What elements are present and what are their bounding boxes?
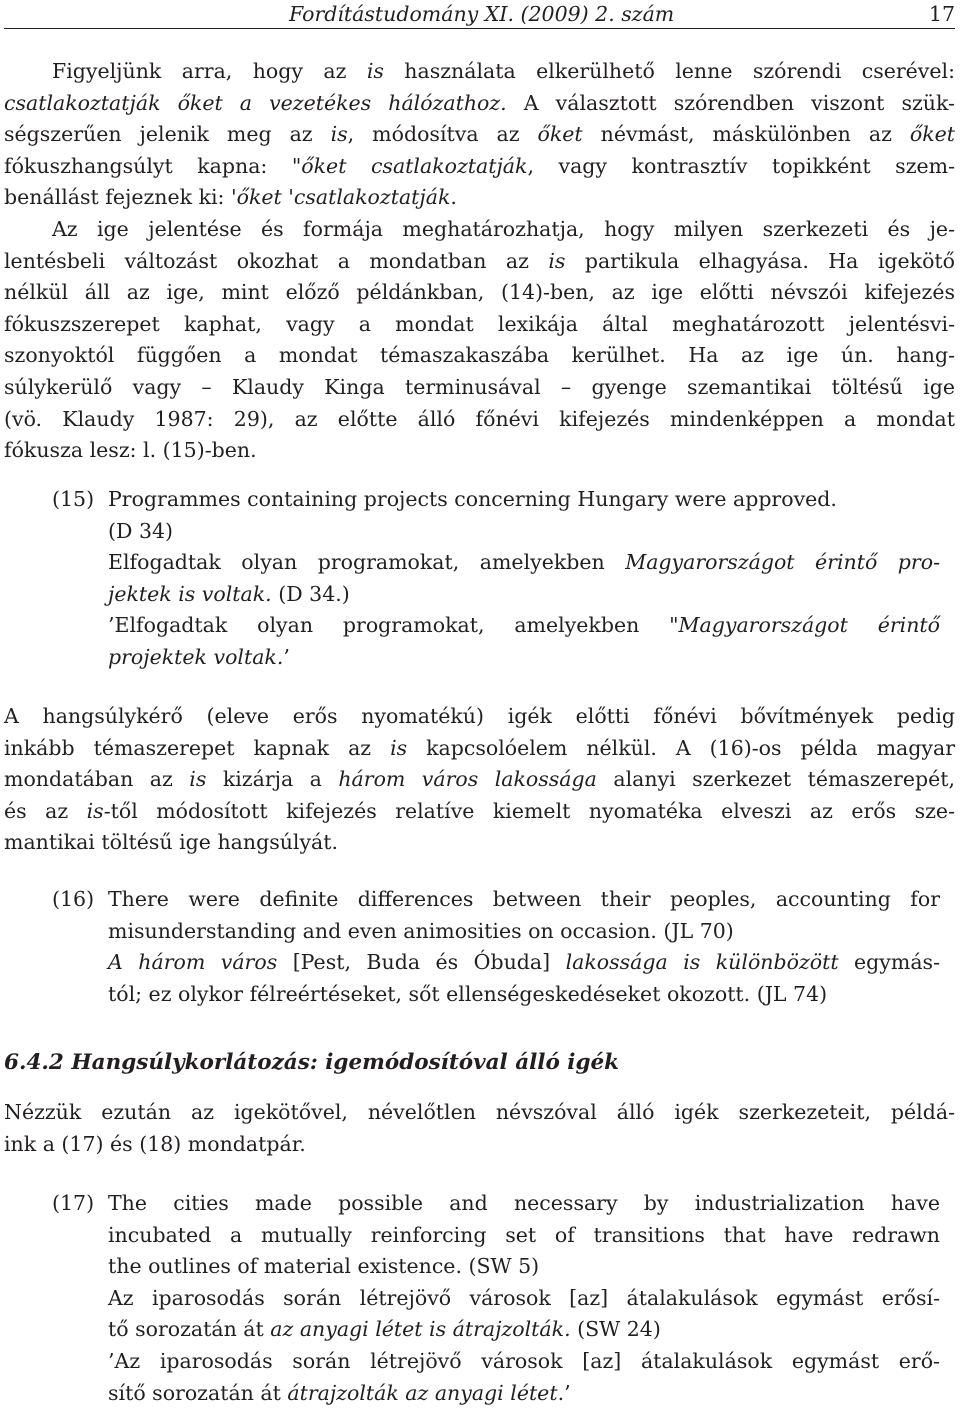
text-line: fókuszhangsúlyt kapna: "őket csatlakoztatják, vagy kontrasztív topikként szem- [4,153,955,178]
text-line: Figyeljünk arra, hogy az is használata elkerülhető lenne szórendi cserével: [52,59,955,83]
text-line: ségszerűen jelenik meg az is, módosítva az őket névmást, máskülönben az őket [4,122,955,147]
text-line: mantikai töltésű ige hangsúlyát. [4,830,339,855]
example-number: (17) [52,1191,95,1215]
example-number: (16) [52,887,95,911]
text-line: Programmes containing projects concerning Hungary were approved. [108,487,837,511]
text-line: szonyoktól függően a mondat témaszakaszába kerülhet. Ha az ige ún. hang- [4,343,955,368]
text-line: misunderstanding and even animosities on occasion. (JL 70) [108,918,734,943]
text-line: csatlakoztatják őket a vezetékes hálózathoz. A választott szórendben viszont szük- [4,90,955,115]
text-line: the outlines of material existence. (SW 5) [108,1254,540,1279]
example-body [108,1188,940,1409]
text-line: Az iparosodás során létrejövő városok [az] átalakulások egymást erősí- [108,1285,940,1310]
text-line: Az ige jelentése és formája meghatározhatja, hogy milyen szerkezeti és je- [52,217,955,241]
running-header [4,0,955,29]
page-number: 17 [928,2,955,26]
text-line: The cities made possible and necessary by industrialization have [108,1191,940,1215]
example-body [108,484,940,674]
text-line: lentésbeli változást okozhat a mondatban az is partikula elhagyása. Ha igekötő [4,248,955,273]
text-line: benállást fejeznek ki: 'őket 'csatlakoztatják. [4,185,457,210]
text-line: incubated a mutually reinforcing set of transitions that have redrawn [108,1222,940,1247]
text-line: fókuszszerepet kaphat, vagy a mondat lexikája által meghatározott jelentésvi- [4,311,955,336]
journal-citation: Fordítástudomány XI. (2009) 2. szám [289,2,675,26]
text-line: tő sorozatán át az anyagi létet is átrajzolták. (SW 24) [108,1317,661,1342]
text-line: ’Az iparosodás során létrejövő városok [az] átalakulások egymást erő- [108,1348,940,1373]
text-line: mondatában az is kizárja a három város lakossága alanyi szerkezet témaszerepét, [4,767,956,792]
text-line: és az is-től módosított kifejezés relatíve kiemelt nyomatéka elveszi az erős sze- [4,798,955,823]
text-line: súlykerülő vagy – Klaudy Kinga terminusával – gyenge szemantikai töltésű ige [4,374,955,399]
section-heading: 6.4.2 Hangsúlykorlátozás: igemódosítóval álló igék [4,1050,620,1075]
paragraph-3 [4,701,955,859]
text-line: There were definite differences between their peoples, accounting for [108,887,940,911]
paragraph-1 [4,56,955,214]
text-line: (vö. Klaudy 1987: 29), az előtte álló főnévi kifejezés mindenképpen a mondat [4,406,955,431]
text-line: A három város [Pest, Buda és Óbuda] lakossága is különbözött egymás- [108,950,940,975]
text-line: Elfogadtak olyan programokat, amelyekben Magyarországot érintő pro- [108,550,940,575]
paragraph-2 [4,214,955,467]
text-line: tól; ez olykor félreértéseket, sőt ellenségeskedéseket okozott. (JL 74) [108,981,828,1006]
text-line: Nézzük ezután az igekötővel, névelőtlen névszóval álló igék szerkezeteit, példá- [4,1100,955,1124]
text-line: A hangsúlykérő (eleve erős nyomatékú) igék előtti főnévi bővítmények pedig [4,704,955,728]
example-number: (15) [52,487,95,511]
text-line: jektek is voltak. (D 34.) [108,581,350,606]
text-line: (D 34) [108,518,174,543]
text-line: ink a (17) és (18) mondatpár. [4,1131,306,1156]
example-body [108,884,940,1010]
text-line: projektek voltak.’ [108,644,290,669]
text-line: inkább témaszerepet kapnak az is kapcsolóelem nélkül. A (16)-os példa magyar [4,735,956,760]
text-line: fókusza lesz: l. (15)-ben. [4,438,257,463]
text-line: ’Elfogadtak olyan programokat, amelyekben "Magyarországot érintő [108,613,940,638]
text-line: nélkül áll az ige, mint előző példánkban, (14)-ben, az ige előtti névszói kifejezés [4,280,955,305]
paragraph-4 [4,1097,955,1160]
text-line: sítő sorozatán át átrajzolták az anyagi létet.’ [108,1380,571,1405]
